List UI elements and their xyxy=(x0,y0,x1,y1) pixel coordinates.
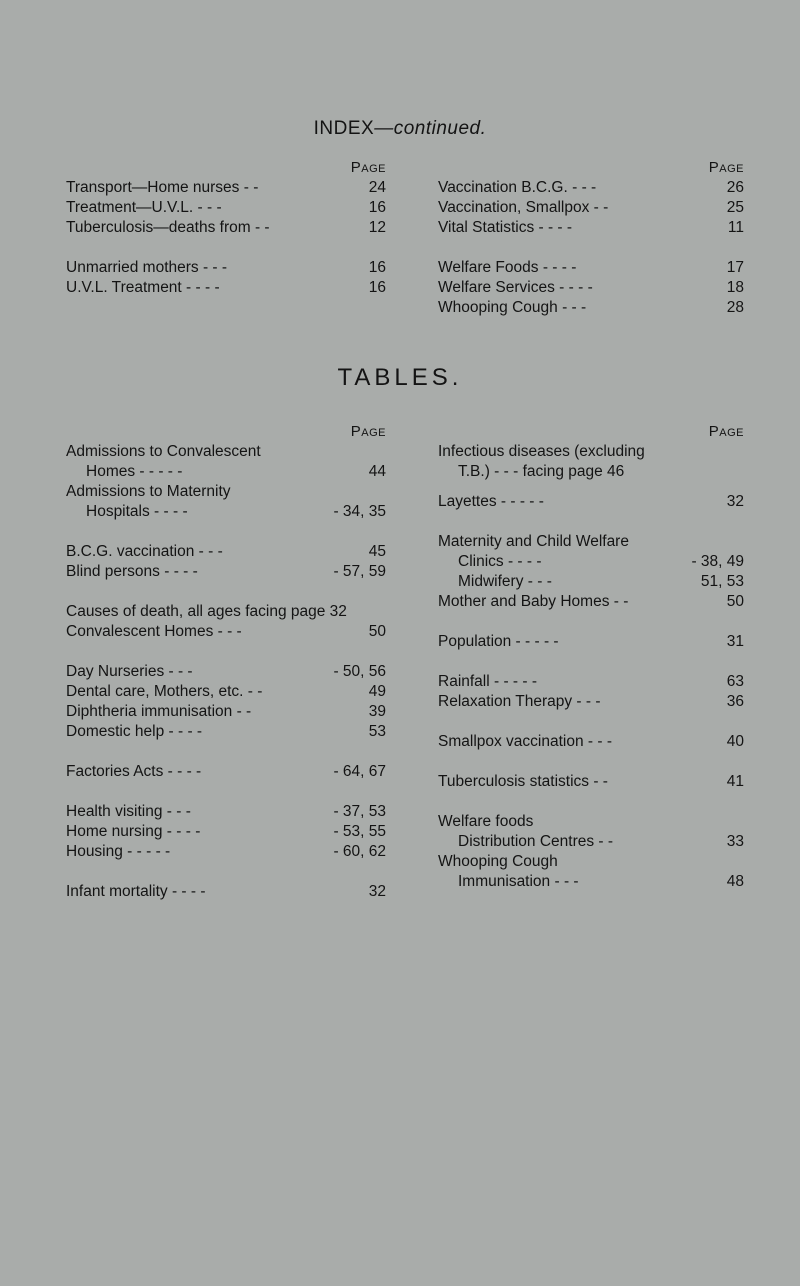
table-entry: Admissions to Maternity xyxy=(66,483,231,500)
table-entry: Welfare foods xyxy=(438,813,534,830)
index-entry: Whooping Cough - - - 28 xyxy=(438,299,744,316)
table-entry: Factories Acts - - - - - 64, 67 xyxy=(66,763,386,780)
tables-title: TABLES. xyxy=(337,364,463,391)
index-left-column xyxy=(66,158,386,298)
table-entry: Maternity and Child Welfare xyxy=(438,533,629,550)
index-entry: Vaccination B.C.G. - - - 26 xyxy=(438,179,744,196)
index-entry: Welfare Services - - - - 18 xyxy=(438,279,744,296)
index-title xyxy=(0,118,800,140)
index-entry: Transport—Home nurses - - 24 xyxy=(66,179,386,196)
index-right-column xyxy=(438,158,744,318)
table-entry: Clinics - - - - - 38, 49 xyxy=(458,553,744,570)
table-entry: Smallpox vaccination - - - 40 xyxy=(438,733,744,750)
page-header: Page xyxy=(350,159,386,176)
table-entry: Tuberculosis statistics - - 41 xyxy=(438,773,744,790)
table-entry: Relaxation Therapy - - - 36 xyxy=(438,693,744,710)
table-entry: Distribution Centres - - 33 xyxy=(458,833,744,850)
index-entry: Vital Statistics - - - - 11 xyxy=(438,219,744,236)
table-entry: Rainfall - - - - - 63 xyxy=(438,673,744,690)
table-entry: Home nursing - - - - - 53, 55 xyxy=(66,823,386,840)
tables-right-column xyxy=(438,422,744,892)
index-entry: Unmarried mothers - - - 16 xyxy=(66,259,386,276)
table-entry: Hospitals - - - - - 34, 35 xyxy=(86,503,386,520)
table-entry: Admissions to Convalescent xyxy=(66,443,261,460)
table-entry: Health visiting - - - - 37, 53 xyxy=(66,803,386,820)
page-header: Page xyxy=(708,159,744,176)
table-entry: T.B.) - - - facing page 46 xyxy=(458,463,625,480)
index-entry: Treatment—U.V.L. - - - 16 xyxy=(66,199,386,216)
table-entry: Infant mortality - - - - 32 xyxy=(66,883,386,900)
table-entry: Blind persons - - - - - 57, 59 xyxy=(66,563,386,580)
table-entry: Population - - - - - 31 xyxy=(438,633,744,650)
index-entry: Tuberculosis—deaths from - - 12 xyxy=(66,219,386,236)
table-entry: Diphtheria immunisation - - 39 xyxy=(66,703,386,720)
table-entry: Mother and Baby Homes - - 50 xyxy=(438,593,744,610)
table-entry: Causes of death, all ages facing page 32 xyxy=(66,603,347,620)
index-entry: Vaccination, Smallpox - - 25 xyxy=(438,199,744,216)
table-entry: B.C.G. vaccination - - - 45 xyxy=(66,543,386,560)
table-entry: Immunisation - - - 48 xyxy=(458,873,744,890)
table-entry: Dental care, Mothers, etc. - - 49 xyxy=(66,683,386,700)
tables-left-column xyxy=(66,422,386,902)
table-entry: Housing - - - - - - 60, 62 xyxy=(66,843,386,860)
table-entry: Infectious diseases (excluding xyxy=(438,443,645,460)
table-entry: Homes - - - - - 44 xyxy=(86,463,386,480)
table-entry: Layettes - - - - - 32 xyxy=(438,493,744,510)
table-entry: Domestic help - - - - 53 xyxy=(66,723,386,740)
page-header: Page xyxy=(708,423,744,440)
page-header: Page xyxy=(350,423,386,440)
index-title-main: INDEX xyxy=(313,118,375,139)
table-entry: Whooping Cough xyxy=(438,853,558,870)
index-entry: Welfare Foods - - - - 17 xyxy=(438,259,744,276)
index-entry: U.V.L. Treatment - - - - 16 xyxy=(66,279,386,296)
index-title-sub: —continued. xyxy=(374,118,487,139)
table-entry: Convalescent Homes - - - 50 xyxy=(66,623,386,640)
table-entry: Day Nurseries - - - - 50, 56 xyxy=(66,663,386,680)
table-entry: Midwifery - - - 51, 53 xyxy=(458,573,744,590)
